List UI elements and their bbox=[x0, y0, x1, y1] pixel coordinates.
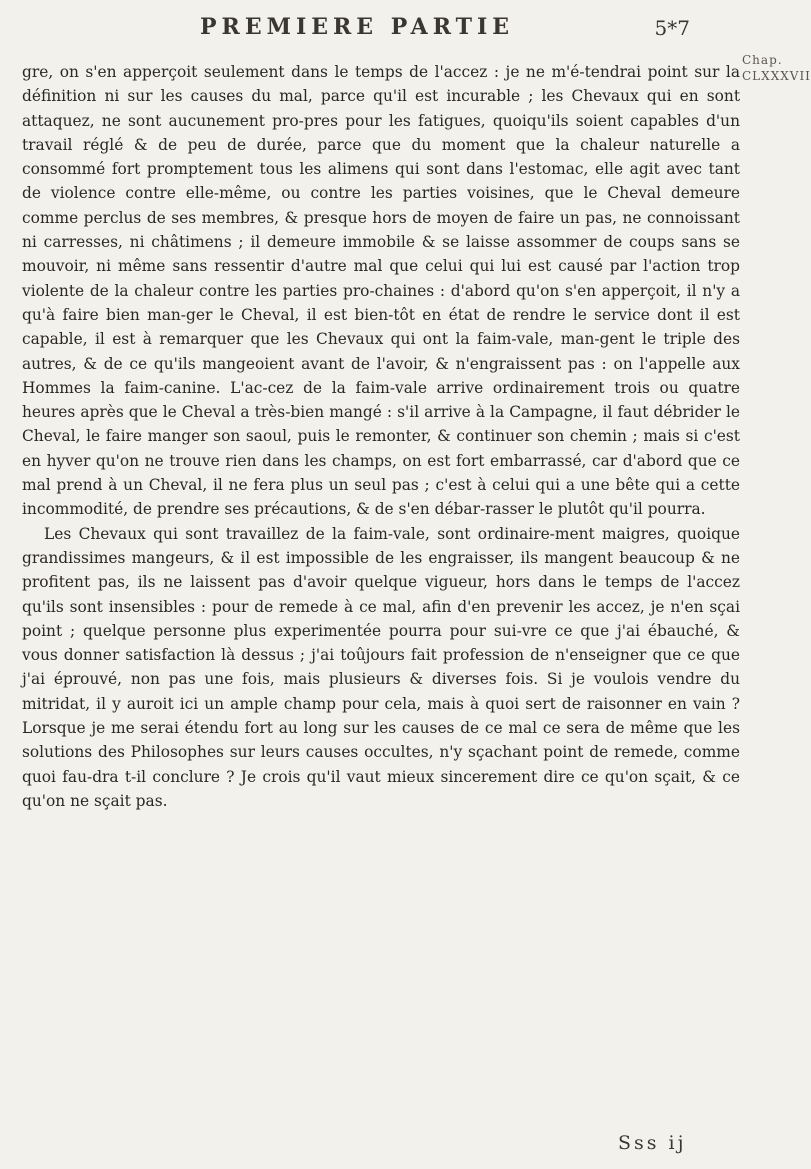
margin-chap-number: CLXXXVII bbox=[742, 69, 811, 83]
page-number: 5*7 bbox=[654, 16, 690, 40]
signature-mark: Sss ij bbox=[618, 1132, 687, 1154]
running-head bbox=[160, 14, 720, 54]
margin-chapter-note bbox=[742, 52, 811, 84]
paragraph-1: gre, on s'en apperçoit seulement dans le temps de l'accez : je ne m'é-tendrai point sur la définition ni sur les causes du mal, parce qu'il est incurable ; les Chevaux qui en sont attaquez, ne sont aucunement pro-pres pour les fatigues, quoiqu'ils soient capables d'un travail réglé & de peu de durée, parce que du moment que la chaleur naturelle a consommé fort promptement tous les alimens qui sont dans l'estomac, elle agit avec tant de violence contre elle-même, ou contre les parties voisines, que le Cheval demeure comme perclus de ses membres, & presque hors de moyen de faire un pas, ne connoissant ni carresses, ni châtimens ; il demeure immobile & se laisse assommer de coups sans se mouvoir, ni même sans ressentir d'autre mal que celui qui lui est causé par l'action trop violente de la chaleur contre les parties pro-chaines : d'abord qu'on s'en apperçoit, il n'y a qu'à faire bien man-ger le Cheval, il est bien-tôt en état de rendre le service dont il est capable, il est à remarquer que les Chevaux qui ont la faim-vale, man-gent le triple des autres, & de ce qu'ils mangeoient avant de l'avoir, & n'engraissent pas : on l'appelle aux Hommes la faim-canine. L'ac-cez de la faim-vale arrive ordinairement trois ou quatre heures après que le Cheval a très-bien mangé : s'il arrive à la Campagne, il faut débrider le Cheval, le faire manger son saoul, puis le remonter, & continuer son chemin ; mais si c'est en hyver qu'on ne trouve rien dans les champs, on est fort embarrassé, car d'abord que ce mal prend à un Cheval, il ne fera plus un seul pas ; c'est à celui qui a une bête qui a cette incommodité, de prendre ses précautions, & de s'en débar-rasser le plutôt qu'il pourra. bbox=[22, 63, 740, 519]
body-text bbox=[22, 60, 740, 813]
paragraph-2: Les Chevaux qui sont travaillez de la faim-vale, sont ordinaire-ment maigres, quoique grandissimes mangeurs, & il est impossible de les engraisser, ils mangent beaucoup & ne profitent pas, ils ne laissent pas d'avoir quelque vigueur, hors dans le temps de l'accez qu'ils sont insensibles : pour de remede à ce mal, afin d'en prevenir les accez, je n'en sçai point ; quelque personne plus experimentée pourra pour sui-vre ce que j'ai ébauché, & vous donner satisfaction là dessus ; j'ai toûjours fait profession de n'enseigner que ce que j'ai éprouvé, non pas une fois, mais plusieurs & diverses fois. Si je voulois vendre du mitridat, il y auroit ici un ample champ pour cela, mais à quoi sert de raisonner en vain ? Lorsque je me serai étendu fort au long sur les causes de ce mal ce sera de même que les solutions des Philosophes sur leurs causes occultes, n'y sçachant point de remede, comme quoi fau-dra t-il conclure ? Je crois qu'il vaut mieux sincerement dire ce qu'on sçait, & ce qu'on ne sçait pas. bbox=[22, 524, 740, 810]
page-header-title: PREMIERE PARTIE bbox=[200, 14, 515, 40]
margin-chap-label: Chap. bbox=[742, 53, 783, 67]
